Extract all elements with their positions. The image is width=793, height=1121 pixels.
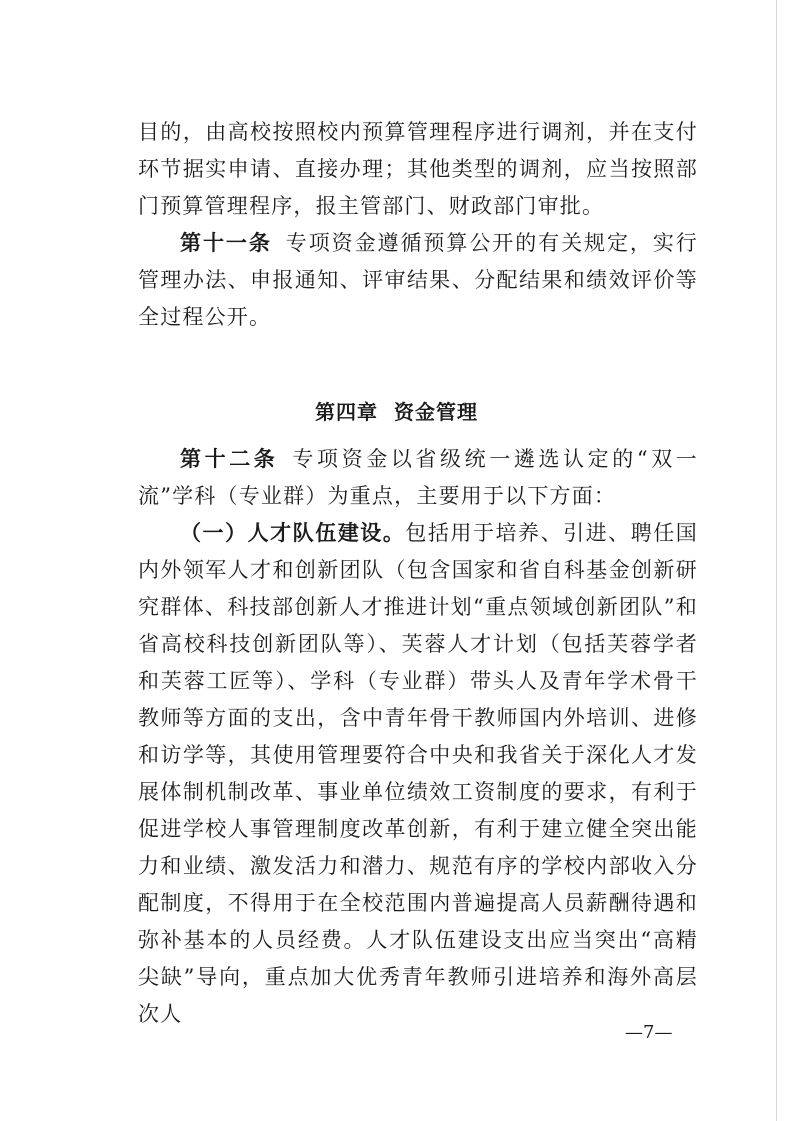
- upper-text-block: [138, 114, 698, 336]
- page-number: —7—: [625, 1022, 673, 1043]
- top-paragraph: [138, 114, 698, 225]
- article-11: [138, 225, 698, 336]
- article-12: [138, 441, 698, 515]
- item-1-text: 包括用于培养、引进、聘任国内外领军人才和创新团队（包含国家和省自科基金创新研究群体、科技部创新人才推进计划“重点领域创新团队”和省高校科技创新团队等）、芙蓉人才计划（包括芙蓉学者和芙蓉工匠等）、学科（专业群）带头人及青年学术骨干教师等方面的支出，含中青年骨干教师国内外培训、进修和访学等，其使用管理要符合中央和我省关于深化人才发展体制机制改革、事业单位绩效工资制度的要求，有利于促进学校人事管理制度改革创新，有利于建立健全突出能力和业绩、激发活力和潜力、规范有序的学校内部收入分配制度，不得用于在全校范围内普遍提高人员薪酬待遇和弥补基本的人员经费。人才队伍建设支出应当突出“高精尖缺”导向，重点加大优秀青年教师引进培养和海外高层次人: [138, 521, 698, 1026]
- chapter-title: 资金管理: [394, 400, 478, 424]
- item-1: [138, 515, 698, 1033]
- item-1-heading: （一）人才队伍建设。: [180, 521, 406, 545]
- scan-edge-line: [776, 0, 777, 1121]
- article-12-heading: 第十二条: [180, 447, 279, 471]
- chapter-heading: [0, 396, 793, 425]
- article-12-text: 专项资金以省级统一遴选认定的“双一流”学科（专业群）为重点，主要用于以下方面：: [138, 447, 698, 508]
- article-11-text: 专项资金遵循预算公开的有关规定，实行管理办法、申报通知、评审结果、分配结果和绩效评价等全过程公开。: [138, 231, 698, 329]
- lower-text-block: [138, 441, 698, 1033]
- chapter-number: 第四章: [315, 400, 378, 424]
- top-paragraph-text: 目的，由高校按照校内预算管理程序进行调剂，并在支付环节据实申请、直接办理；其他类型的调剂，应当按照部门预算管理程序，报主管部门、财政部门审批。: [138, 120, 698, 218]
- article-11-heading: 第十一条: [180, 231, 272, 255]
